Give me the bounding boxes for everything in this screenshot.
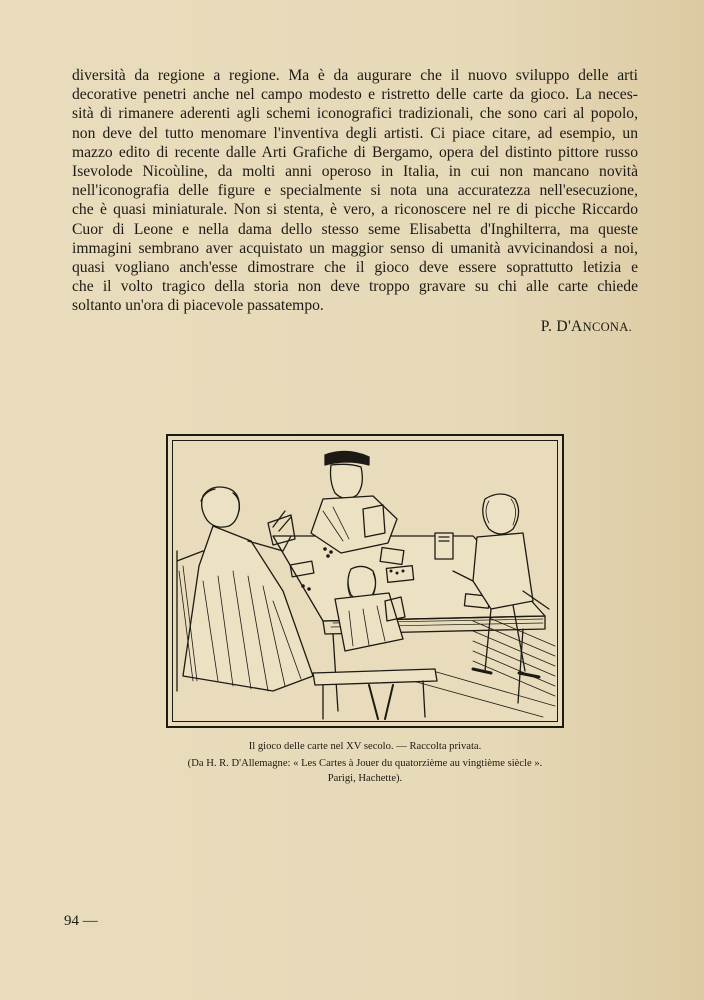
- body-line: immagini sembrano aver acquistato un maggior senso di umanità avvicinandosi a noi,: [72, 239, 638, 257]
- page-number: 94 —: [64, 913, 98, 929]
- body-line: che il volto tragico della storia non deve troppo gravare su chi alle carte chiede: [72, 278, 638, 296]
- figure-caption-line: Il gioco delle carte nel XV secolo. — Raccolta privata.: [248, 741, 482, 752]
- body-line: che è quasi miniaturale. Non si stenta, è vero, a riconoscere nel re di picche Riccardo: [72, 201, 638, 219]
- body-line: sità di rimanere aderenti agli schemi iconografici tradizionali, che sono cari al popolo,: [72, 105, 638, 123]
- illustration-frame: [172, 440, 558, 722]
- card-players-woodcut: [173, 441, 557, 721]
- author-signature: [541, 318, 632, 336]
- figure-caption-line: (Da H. R. D'Allemagne: « Les Cartes à Jouer du quatorzième au vingtième siècle ».: [187, 758, 543, 769]
- body-line: diversità da regione a regione. Ma è da augurare che il nuovo sviluppo delle arti: [72, 67, 638, 84]
- body-line: Cuor di Leone e nella dama dello stesso seme Elisabetta d'Inghilterra, ma queste: [72, 220, 638, 238]
- body-line: nell'iconografia delle figure e specialmente si nota una accuratezza nell'esecuzione,: [72, 182, 638, 200]
- article-body: [72, 66, 638, 316]
- body-line: mazzo edito di recente dalle Arti Grafiche di Bergamo, opera del distinto pittore russo: [72, 143, 638, 161]
- body-line: decorative penetri anche nel campo modesto e ristretto delle carte da gioco. La neces-: [72, 86, 638, 104]
- signature-rest: NCONA.: [582, 320, 632, 334]
- signature-initial: P. D'A: [540, 318, 583, 335]
- woodcut-illustration: [166, 434, 564, 728]
- figure-caption-line: Parigi, Hachette).: [327, 773, 403, 784]
- body-line: soltanto un'ora di piacevole passatempo.: [72, 297, 324, 315]
- body-line: quasi vogliano anch'esse dimostrare che il gioco deve essere soprattutto letizia e: [72, 259, 638, 277]
- body-line: Isevolode Nicoùline, da molti anni operoso in Italia, in cui non mancano novità: [72, 163, 638, 181]
- body-line: non deve del tutto menomare l'inventiva degli artisti. Ci piace citare, ad esempio, un: [72, 124, 638, 142]
